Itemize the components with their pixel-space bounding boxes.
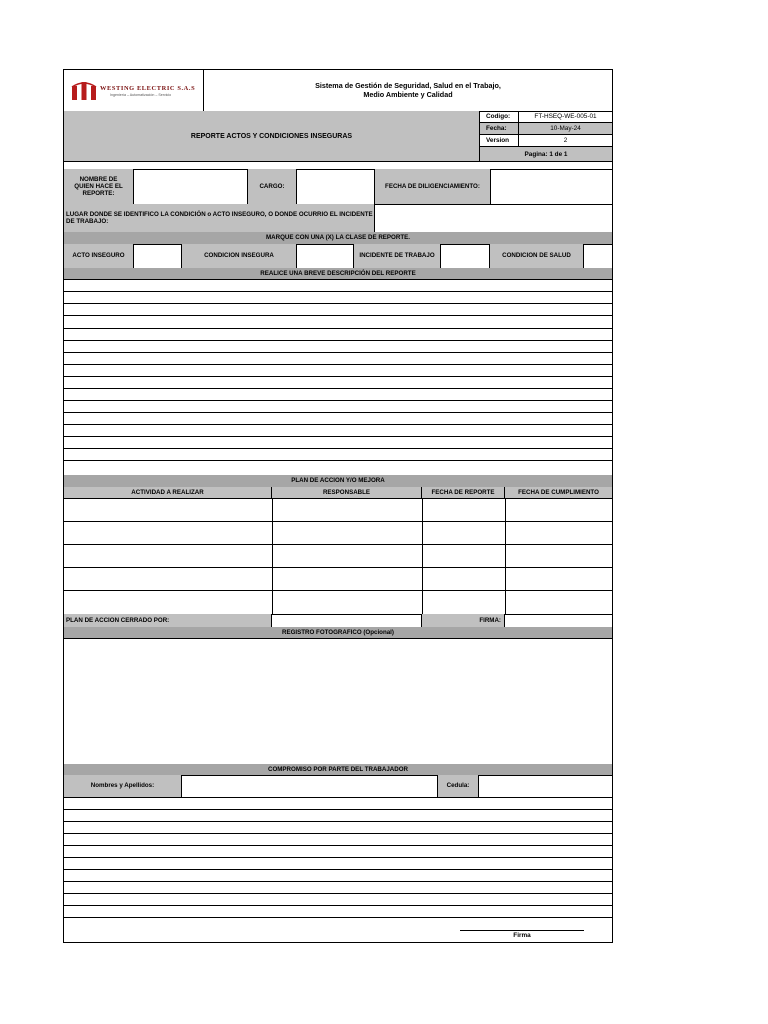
plan-firma-field[interactable] — [505, 614, 612, 627]
plan-row — [64, 544, 612, 545]
lugar-row — [64, 204, 612, 232]
nombre-field[interactable] — [134, 169, 248, 204]
company-logo — [64, 70, 204, 111]
fecha-value: 10-May-24 — [519, 123, 612, 135]
form-title-text: REPORTE ACTOS Y CONDICIONES INSEGURAS — [190, 132, 353, 140]
company-tagline: Ingeniería – Automatización – Servicio — [110, 93, 172, 97]
plan-cerrado-row — [64, 614, 612, 627]
reporter-row — [64, 169, 612, 204]
plan-rows[interactable] — [64, 498, 612, 614]
checkbox-incidente-trabajo[interactable] — [441, 244, 490, 268]
system-title-line2: Medio Ambiente y Calidad — [363, 89, 453, 99]
checkbox-condicion-salud[interactable] — [584, 244, 612, 268]
plan-col-actividad: ACTIVIDAD A REALIZAR — [64, 487, 272, 498]
nombres-field[interactable] — [182, 775, 438, 797]
plan-col-fecha-reporte: FECHA DE REPORTE — [422, 487, 505, 498]
fecha-diligenciamiento-field[interactable] — [491, 169, 612, 204]
cedula-label: Cedula: — [438, 775, 479, 797]
company-name: WESTING ELECTRIC S.A.S — [100, 85, 196, 92]
form-title — [64, 111, 480, 161]
firma-caption: Firma — [513, 932, 531, 939]
compromiso-header: COMPROMISO POR PARTE DEL TRABAJADOR — [64, 764, 612, 775]
clase-option-condicion-insegura: CONDICION INSEGURA — [182, 244, 297, 268]
plan-firma-label: FIRMA: — [422, 614, 505, 627]
plan-row — [64, 590, 612, 591]
cedula-field[interactable] — [479, 775, 612, 797]
clase-option-condicion-salud: CONDICION DE SALUD — [490, 244, 584, 268]
lugar-label: LUGAR DONDE SE IDENTIFICO LA CONDICIÓN o ACTO INSEGURO, O DONDE OCURRIO EL INCIDENTE DE TRABAJO: — [64, 204, 375, 232]
checkbox-condicion-insegura[interactable] — [297, 244, 354, 268]
plan-row — [64, 567, 612, 568]
plan-column-headers — [64, 487, 612, 498]
plan-col-responsable: RESPONSABLE — [272, 487, 422, 498]
header-block — [64, 70, 612, 161]
compromiso-name-row — [64, 775, 612, 797]
version-label: Version — [480, 135, 519, 147]
version-value: 2 — [519, 135, 612, 147]
registro-header: REGISTRO FOTOGRAFICO (Opcional) — [64, 627, 612, 638]
plan-col-fecha-cumplimiento: FECHA DE CUMPLIMIENTO — [505, 487, 612, 498]
nombres-label: Nombres y Apellidos: — [64, 775, 182, 797]
fecha-diligenciamiento-label: FECHA DE DILIGENCIAMIENTO: — [375, 169, 491, 204]
clase-option-acto-inseguro: ACTO INSEGURO — [64, 244, 134, 268]
codigo-label: Codigo: — [480, 111, 519, 123]
firma-signature-line[interactable] — [460, 930, 584, 931]
document-meta — [480, 111, 612, 161]
plan-header: PLAN DE ACCION Y/O MEJORA — [64, 475, 612, 487]
pagina: Pagina: 1 de 1 — [480, 147, 612, 161]
compromiso-lines[interactable] — [64, 797, 612, 944]
registro-photo-area[interactable] — [64, 638, 612, 764]
logo-mark-icon — [71, 81, 97, 101]
plan-row — [64, 521, 612, 522]
system-title-line1: Sistema de Gestión de Seguridad, Salud en el Trabajo, — [315, 81, 501, 91]
unsafe-acts-report-form — [63, 69, 613, 943]
nombre-label: NOMBRE DE QUIEN HACE EL REPORTE: — [64, 169, 134, 204]
system-title — [204, 70, 612, 111]
descripcion-lines[interactable] — [64, 279, 612, 475]
descripcion-header: REALICE UNA BREVE DESCRIPCIÓN DEL REPORTE — [64, 268, 612, 279]
clase-instruction: MARQUE CON UNA (X) LA CLASE DE REPORTE. — [64, 232, 612, 244]
checkbox-acto-inseguro[interactable] — [134, 244, 182, 268]
cargo-field[interactable] — [297, 169, 375, 204]
lugar-field[interactable] — [375, 204, 612, 232]
clase-option-incidente-trabajo: INCIDENTE DE TRABAJO — [354, 244, 441, 268]
codigo-value: FT-HSEQ-WE-005-01 — [519, 111, 612, 123]
plan-cerrado-label: PLAN DE ACCION CERRADO POR: — [64, 614, 272, 627]
cargo-label: CARGO: — [248, 169, 297, 204]
fecha-label: Fecha: — [480, 123, 519, 135]
clase-options-row — [64, 244, 612, 268]
plan-cerrado-field[interactable] — [272, 614, 422, 627]
